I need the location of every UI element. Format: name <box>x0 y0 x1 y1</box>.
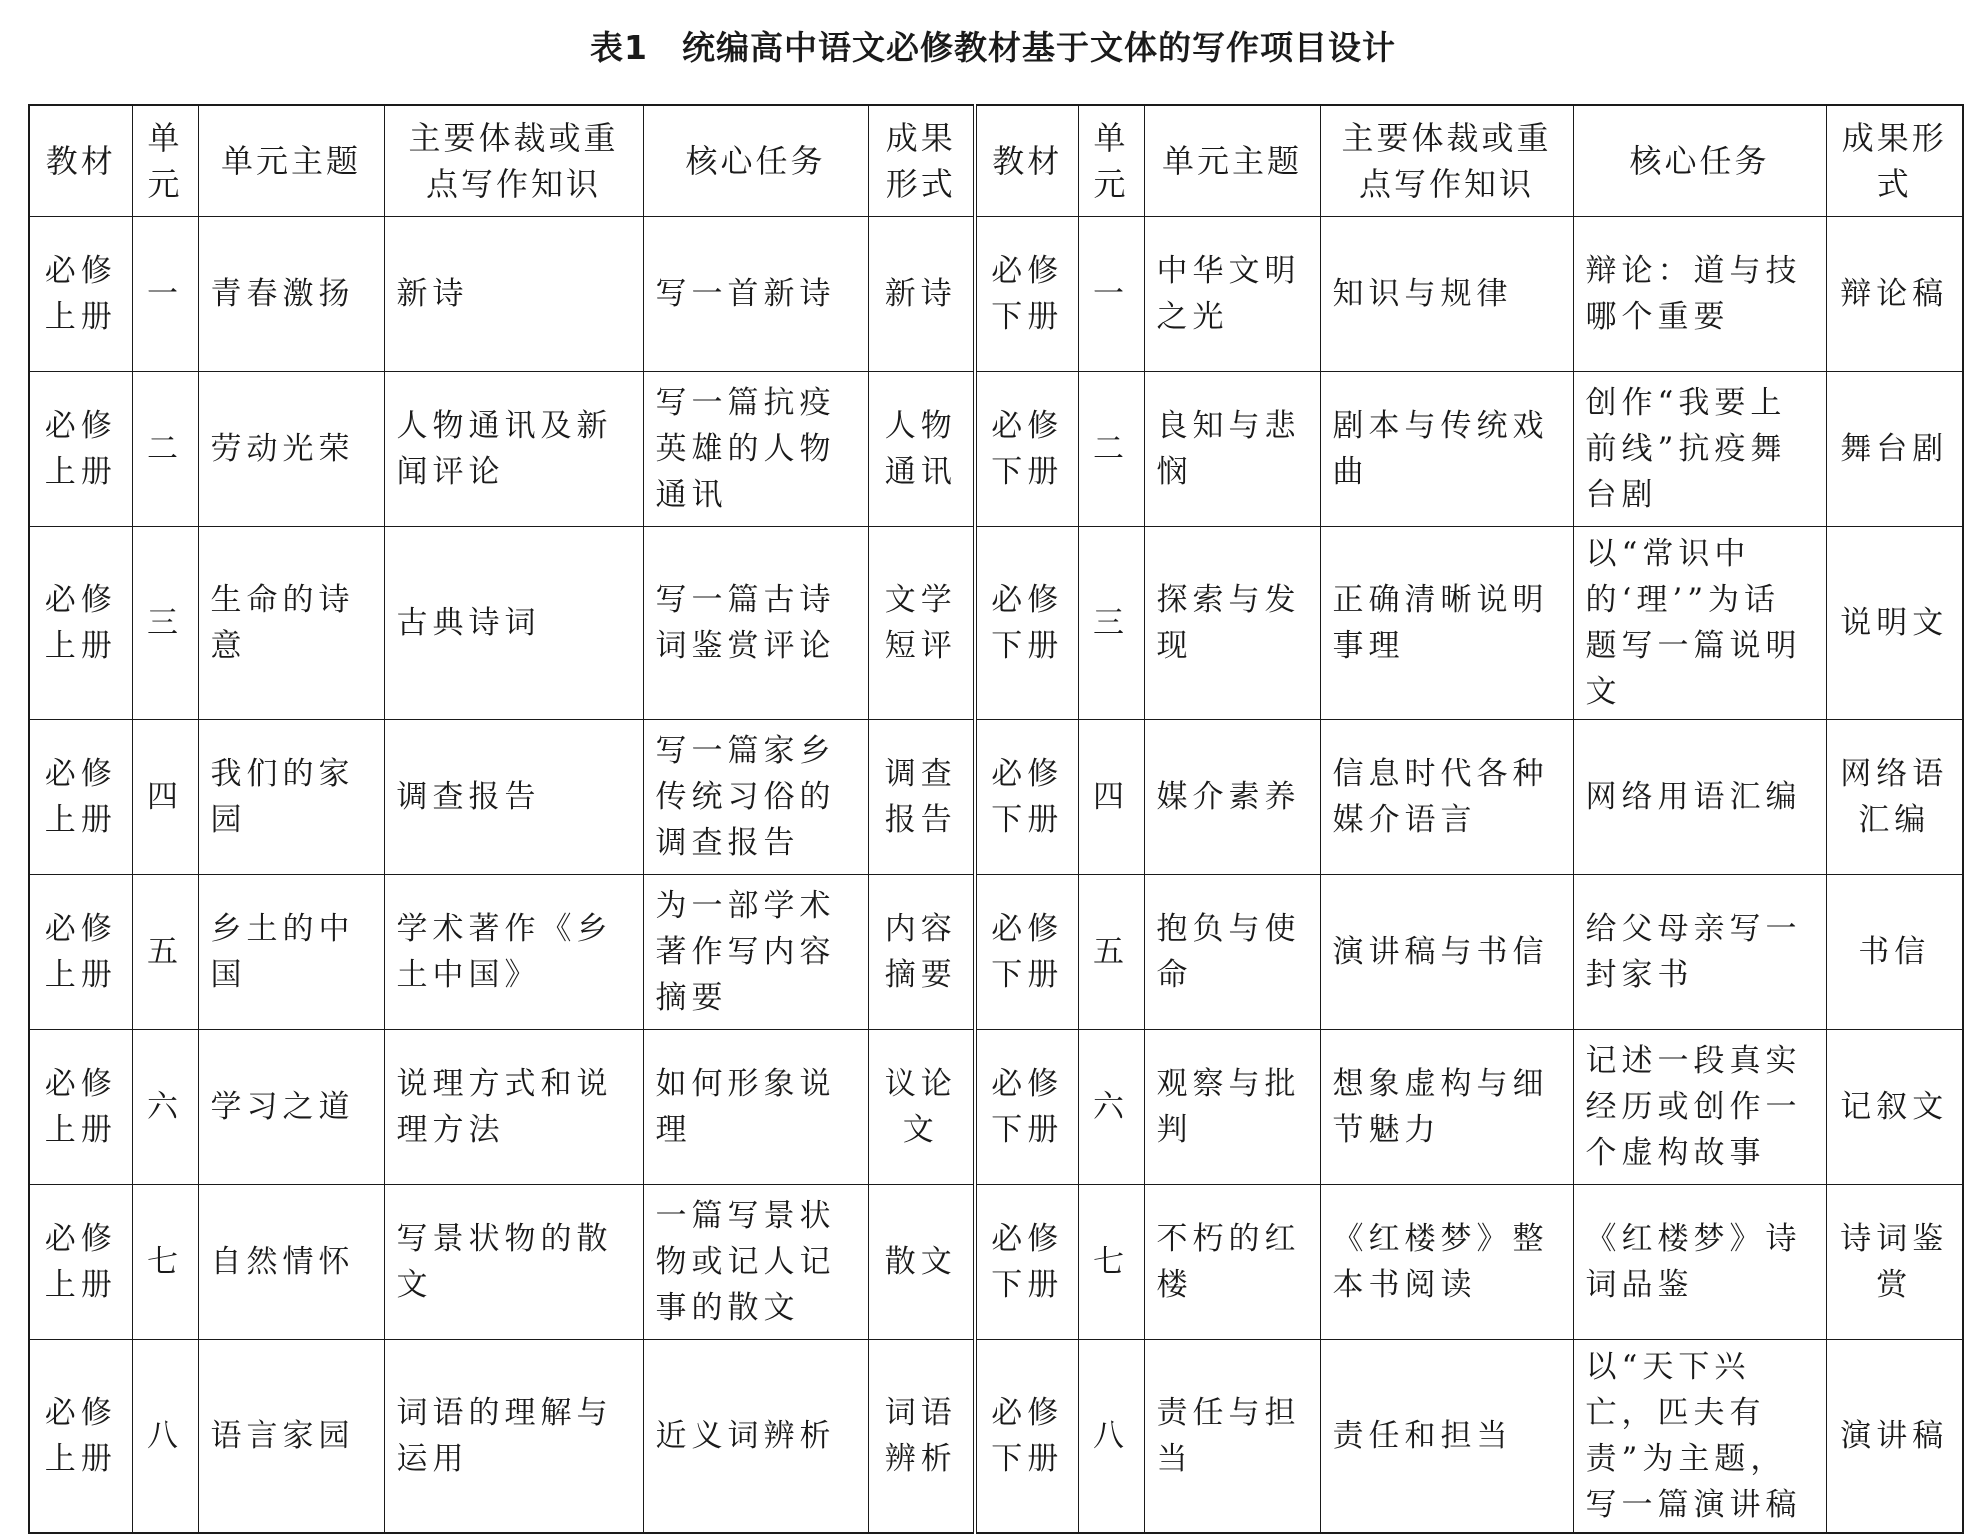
left-book-cell: 必修上册 <box>29 1339 132 1533</box>
table-caption: 表1 统编高中语文必修教材基于文体的写作项目设计 <box>590 28 1396 67</box>
left-form-cell: 词语辨析 <box>868 1339 975 1533</box>
right-book-cell: 必修下册 <box>975 719 1078 874</box>
right-task-cell: 以“天下兴亡，匹夫有责”为主题，写一篇演讲稿 <box>1573 1339 1826 1533</box>
left-form-cell: 内容摘要 <box>868 874 975 1029</box>
left-genre-cell: 调查报告 <box>384 719 643 874</box>
left-theme-cell: 学习之道 <box>198 1029 384 1184</box>
left-unit-cell: 七 <box>132 1184 198 1339</box>
left-genre-cell: 人物通讯及新闻评论 <box>384 371 643 526</box>
left-book-cell: 必修上册 <box>29 526 132 719</box>
left-book-cell: 必修上册 <box>29 216 132 371</box>
left-task-cell: 写一篇古诗词鉴赏评论 <box>643 526 868 719</box>
header-cell: 单元 <box>132 105 198 216</box>
left-genre-cell: 词语的理解与运用 <box>384 1339 643 1533</box>
left-genre-cell: 写景状物的散文 <box>384 1184 643 1339</box>
header-cell: 单元主题 <box>198 105 384 216</box>
header-cell: 核心任务 <box>1573 105 1826 216</box>
left-form-cell: 新诗 <box>868 216 975 371</box>
right-book-cell: 必修下册 <box>975 1339 1078 1533</box>
header-cell: 教材 <box>29 105 132 216</box>
header-cell: 成果形式 <box>868 105 975 216</box>
header-row <box>29 105 1963 216</box>
right-book-cell: 必修下册 <box>975 216 1078 371</box>
left-unit-cell: 四 <box>132 719 198 874</box>
left-genre-cell: 古典诗词 <box>384 526 643 719</box>
left-theme-cell: 乡土的中国 <box>198 874 384 1029</box>
left-genre-cell: 说理方式和说理方法 <box>384 1029 643 1184</box>
right-genre-cell: 知识与规律 <box>1320 216 1573 371</box>
right-task-cell: 以“常识中的‘理’”为话题写一篇说明文 <box>1573 526 1826 719</box>
header-cell: 单元主题 <box>1144 105 1320 216</box>
header-cell: 主要体裁或重点写作知识 <box>1320 105 1573 216</box>
right-genre-cell: 正确清晰说明事理 <box>1320 526 1573 719</box>
right-theme-cell: 中华文明之光 <box>1144 216 1320 371</box>
right-task-cell: 《红楼梦》诗词品鉴 <box>1573 1184 1826 1339</box>
left-unit-cell: 一 <box>132 216 198 371</box>
right-task-cell: 给父母亲写一封家书 <box>1573 874 1826 1029</box>
table-row <box>29 719 1963 874</box>
header-cell: 成果形式 <box>1826 105 1963 216</box>
right-genre-cell: 演讲稿与书信 <box>1320 874 1573 1029</box>
right-theme-cell: 观察与批判 <box>1144 1029 1320 1184</box>
right-form-cell: 说明文 <box>1826 526 1963 719</box>
left-book-cell: 必修上册 <box>29 1184 132 1339</box>
left-theme-cell: 自然情怀 <box>198 1184 384 1339</box>
header-cell: 主要体裁或重点写作知识 <box>384 105 643 216</box>
left-book-cell: 必修上册 <box>29 874 132 1029</box>
left-theme-cell: 我们的家园 <box>198 719 384 874</box>
header-cell: 单元 <box>1078 105 1144 216</box>
table-row <box>29 874 1963 1029</box>
left-unit-cell: 五 <box>132 874 198 1029</box>
right-theme-cell: 媒介素养 <box>1144 719 1320 874</box>
right-theme-cell: 抱负与使命 <box>1144 874 1320 1029</box>
table-row <box>29 1339 1963 1533</box>
right-book-cell: 必修下册 <box>975 1029 1078 1184</box>
left-unit-cell: 六 <box>132 1029 198 1184</box>
right-task-cell: 创作“我要上前线”抗疫舞台剧 <box>1573 371 1826 526</box>
left-book-cell: 必修上册 <box>29 719 132 874</box>
right-genre-cell: 《红楼梦》整本书阅读 <box>1320 1184 1573 1339</box>
header-cell: 核心任务 <box>643 105 868 216</box>
table-row <box>29 371 1963 526</box>
left-task-cell: 写一篇家乡传统习俗的调查报告 <box>643 719 868 874</box>
right-genre-cell: 责任和担当 <box>1320 1339 1573 1533</box>
left-genre-cell: 新诗 <box>384 216 643 371</box>
table-body <box>29 216 1963 1533</box>
left-task-cell: 一篇写景状物或记人记事的散文 <box>643 1184 868 1339</box>
table-row <box>29 526 1963 719</box>
right-book-cell: 必修下册 <box>975 526 1078 719</box>
right-task-cell: 网络用语汇编 <box>1573 719 1826 874</box>
left-theme-cell: 劳动光荣 <box>198 371 384 526</box>
right-theme-cell: 探索与发现 <box>1144 526 1320 719</box>
left-unit-cell: 二 <box>132 371 198 526</box>
table-row <box>29 1184 1963 1339</box>
left-genre-cell: 学术著作《乡土中国》 <box>384 874 643 1029</box>
left-theme-cell: 语言家园 <box>198 1339 384 1533</box>
right-theme-cell: 不朽的红楼 <box>1144 1184 1320 1339</box>
left-form-cell: 人物通讯 <box>868 371 975 526</box>
left-theme-cell: 生命的诗意 <box>198 526 384 719</box>
right-theme-cell: 责任与担当 <box>1144 1339 1320 1533</box>
right-genre-cell: 信息时代各种媒介语言 <box>1320 719 1573 874</box>
right-form-cell: 演讲稿 <box>1826 1339 1963 1533</box>
left-task-cell: 为一部学术著作写内容摘要 <box>643 874 868 1029</box>
right-unit-cell: 三 <box>1078 526 1144 719</box>
right-form-cell: 网络语汇编 <box>1826 719 1963 874</box>
writing-project-table <box>28 104 1964 1534</box>
right-unit-cell: 八 <box>1078 1339 1144 1533</box>
right-form-cell: 辩论稿 <box>1826 216 1963 371</box>
left-unit-cell: 三 <box>132 526 198 719</box>
right-task-cell: 记述一段真实经历或创作一个虚构故事 <box>1573 1029 1826 1184</box>
right-book-cell: 必修下册 <box>975 371 1078 526</box>
header-cell: 教材 <box>975 105 1078 216</box>
left-unit-cell: 八 <box>132 1339 198 1533</box>
left-theme-cell: 青春激扬 <box>198 216 384 371</box>
right-unit-cell: 一 <box>1078 216 1144 371</box>
left-book-cell: 必修上册 <box>29 1029 132 1184</box>
left-form-cell: 文学短评 <box>868 526 975 719</box>
left-task-cell: 写一首新诗 <box>643 216 868 371</box>
right-genre-cell: 想象虚构与细节魅力 <box>1320 1029 1573 1184</box>
right-form-cell: 诗词鉴赏 <box>1826 1184 1963 1339</box>
right-unit-cell: 二 <box>1078 371 1144 526</box>
left-form-cell: 散文 <box>868 1184 975 1339</box>
right-unit-cell: 七 <box>1078 1184 1144 1339</box>
table-row <box>29 216 1963 371</box>
right-genre-cell: 剧本与传统戏曲 <box>1320 371 1573 526</box>
right-form-cell: 舞台剧 <box>1826 371 1963 526</box>
right-theme-cell: 良知与悲悯 <box>1144 371 1320 526</box>
table-row <box>29 1029 1963 1184</box>
right-unit-cell: 六 <box>1078 1029 1144 1184</box>
left-task-cell: 如何形象说理 <box>643 1029 868 1184</box>
right-unit-cell: 四 <box>1078 719 1144 874</box>
left-form-cell: 调查报告 <box>868 719 975 874</box>
left-book-cell: 必修上册 <box>29 371 132 526</box>
right-form-cell: 记叙文 <box>1826 1029 1963 1184</box>
right-task-cell: 辩论：道与技哪个重要 <box>1573 216 1826 371</box>
right-unit-cell: 五 <box>1078 874 1144 1029</box>
right-form-cell: 书信 <box>1826 874 1963 1029</box>
left-task-cell: 近义词辨析 <box>643 1339 868 1533</box>
right-book-cell: 必修下册 <box>975 1184 1078 1339</box>
left-task-cell: 写一篇抗疫英雄的人物通讯 <box>643 371 868 526</box>
right-book-cell: 必修下册 <box>975 874 1078 1029</box>
left-form-cell: 议论文 <box>868 1029 975 1184</box>
